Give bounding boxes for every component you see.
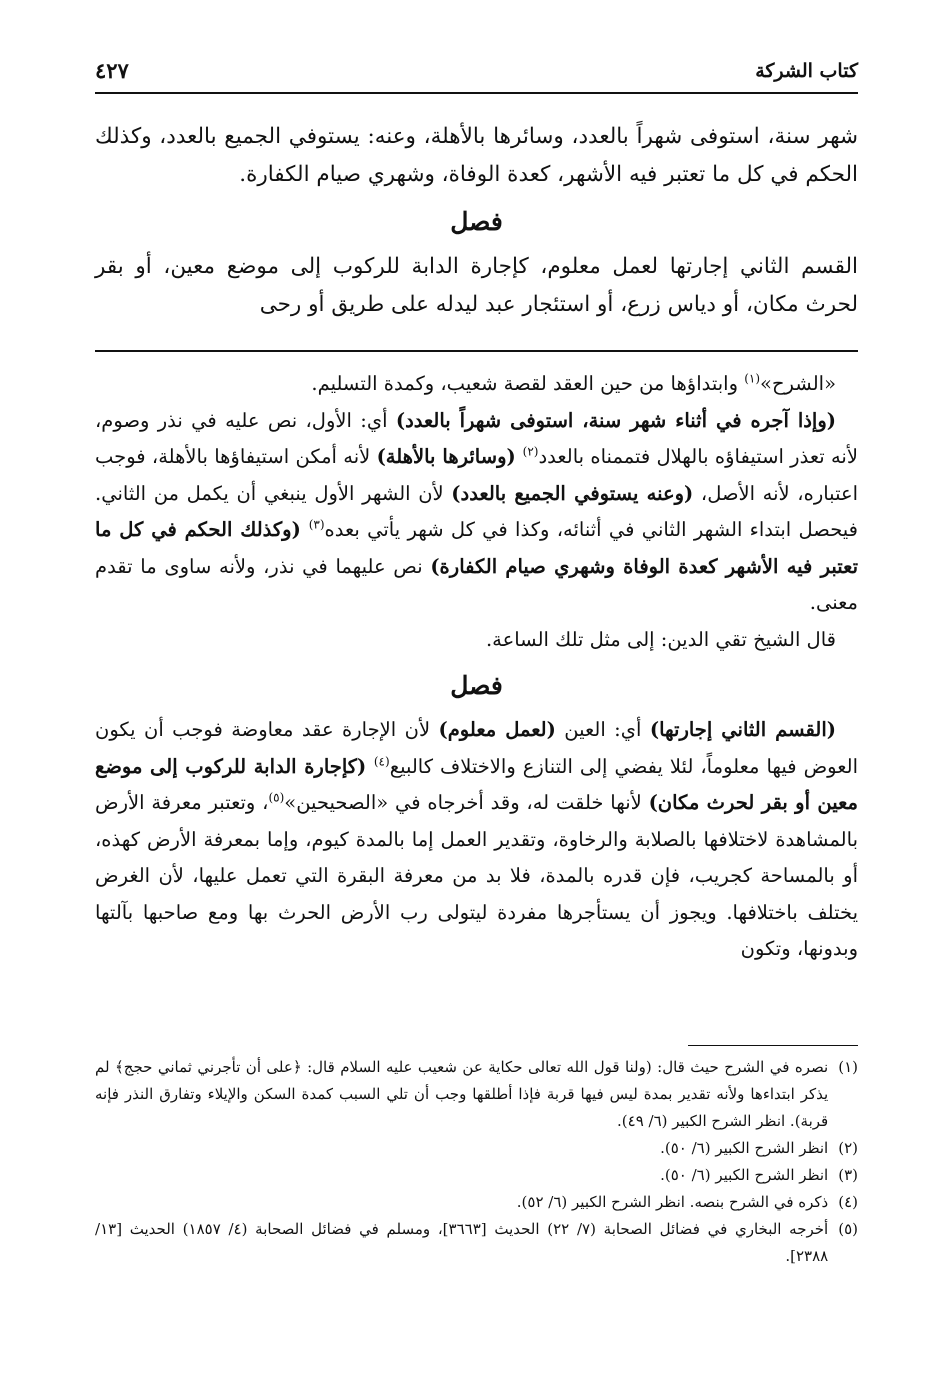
footnote-ref: (١)	[744, 371, 761, 386]
footnotes	[95, 1054, 858, 1270]
footnote-text: ذكره في الشرح بنصه. انظر الشرح الكبير (٦/ ٥٢).	[516, 1193, 829, 1211]
section-heading: فصل	[450, 207, 503, 236]
footnote-text: انظر الشرح الكبير (٦/ ٥٠).	[660, 1166, 829, 1184]
page-number: ٤٢٧	[95, 58, 129, 83]
quoted-matn: (لعمل معلوم)	[438, 718, 556, 741]
commentary-paragraph-2	[95, 403, 858, 622]
footnote-ref: (٣)	[308, 517, 325, 532]
footnote-text: أخرجه البخاري في فضائل الصحابة (٧/ ٢٢) الحديث [٣٦٦٣]، ومسلم في فضائل الصحابة (٤/ ١٨٥٧) الحديث [١٣/ ٢٣٨٨].	[95, 1220, 829, 1265]
footnote	[95, 1135, 858, 1162]
text-run: لأنها خلقت له، وقد أخرجاه في «الصحيحين»	[284, 791, 649, 814]
footnote-number: (٥)	[838, 1220, 858, 1238]
footnote-number: (٤)	[838, 1193, 858, 1211]
commentary-paragraph-4	[95, 712, 858, 968]
footnote	[95, 1162, 858, 1189]
text-run: لأن الشهر الأول ينبغي أن يكمل من الثاني. فيحصل ابتداء الشهر الثاني في أثنائه، وكذا في كل شهر يأتي بعده	[95, 481, 858, 541]
footnote-number: (٣)	[838, 1166, 858, 1184]
matn-paragraph-1: شهر سنة، استوفى شهراً بالعدد، وسائرها بالأهلة، وعنه: يستوفي الجميع بالعدد، وكذلك الحكم في كل ما تعتبر فيه الأشهر، كعدة الوفاة، وشهري صيام الكفارة.	[95, 124, 858, 187]
footnote	[95, 1216, 858, 1270]
footnote-number: (٢)	[838, 1139, 858, 1157]
main-text	[95, 118, 858, 324]
book-page	[95, 0, 858, 1378]
text-run: أي: العين	[555, 718, 650, 741]
section-heading: فصل	[450, 671, 503, 700]
quoted-matn: (وسائرها بالأهلة)	[376, 445, 523, 468]
quoted-matn: (القسم الثاني إجارتها)	[649, 718, 836, 741]
commentary	[95, 366, 858, 968]
text-run: وابتداؤها من حين العقد لقصة شعيب، وكمدة التسليم.	[311, 372, 745, 395]
text-divider	[95, 350, 858, 352]
footnote-text: انظر الشرح الكبير (٦/ ٥٠).	[660, 1139, 829, 1157]
footnote-ref: (٥)	[268, 790, 285, 805]
text-run: «الشرح»	[760, 372, 836, 395]
text-run: لأن الإجارة عقد معاوضة فوجب أن يكون العوض فيها معلوماً، لئلا يفضي إلى التنازع والاختلاف كالبيع	[95, 718, 858, 778]
footnote-separator	[688, 1045, 858, 1046]
quoted-matn: (وكذلك الحكم في كل ما تعتبر فيه الأشهر كعدة الوفاة وشهري صيام الكفارة)	[95, 518, 858, 578]
footnote	[95, 1189, 858, 1216]
commentary-paragraph-3: قال الشيخ تقي الدين: إلى مثل تلك الساعة.	[485, 627, 836, 651]
footnote	[95, 1054, 858, 1135]
running-header	[95, 56, 858, 94]
footnote-ref: (٤)	[373, 754, 390, 768]
quoted-matn: (وعنه يستوفي الجميع بالعدد)	[451, 481, 694, 505]
quoted-matn: (وإذا آجره في أثناء شهر سنة، استوفى شهراً بالعدد)	[395, 408, 836, 432]
matn-paragraph-2: القسم الثاني إجارتها لعمل معلوم، كإجارة الدابة للركوب إلى موضع معين، أو بقر لحرث مكان، أو دياس زرع، أو استئجار عبد ليدله على طريق أو رحى	[95, 254, 858, 317]
commentary-paragraph-1	[95, 366, 858, 403]
text-run: لأنه أمكن استيفاؤها بالأهلة، فوجب اعتباره، لأنه الأصل،	[95, 445, 859, 505]
footnote-ref: (٢)	[522, 444, 539, 459]
text-run: نص عليهما في نذر، ولأنه ساوى ما تقدم معنى.	[95, 554, 858, 614]
chapter-title: كتاب الشركة	[755, 60, 858, 82]
quoted-matn: (كإجارة الدابة للركوب إلى موضع معين أو بقر لحرث مكان)	[95, 754, 858, 814]
text-run: أي: الأول، نص عليه في نذر وصوم، لأنه تعذر استيفاؤه بالهلال فتممناه بالعدد	[95, 408, 858, 468]
footnote-text: نصره في الشرح حيث قال: (ولنا قول الله تعالى حكاية عن شعيب عليه السلام قال: ﴿على أن تأجرني ثماني حجج﴾ لم يذكر ابتداءها ولأنه تقدير بمدة ليس فيها قربة فإذا أطلقها وجب أن تلي السبب كمدة السكن والإيلاء وتفارق النذر فإنه قربة). انظر الشرح الكبير (٦/ ٤٩).	[95, 1058, 829, 1130]
text-run: ، وتعتبر معرفة الأرض بالمشاهدة لاختلافها بالصلابة والرخاوة، وتقدير العمل إما بالمدة كيوم، وإما بمعرفة الأرض كهذه، أو بالمساحة كجريب، فإن قدره بالمدة، فلا بد من معرفة البقرة التي تعمل عليها، لأن الغرض يختلف باختلافها. ويجوز أن يستأجرها مفردة ليتولى رب الأرض الحرث بها ومع صاحبها بآلتها وبدونها، وتكون	[95, 791, 858, 960]
footnote-number: (١)	[838, 1058, 858, 1076]
